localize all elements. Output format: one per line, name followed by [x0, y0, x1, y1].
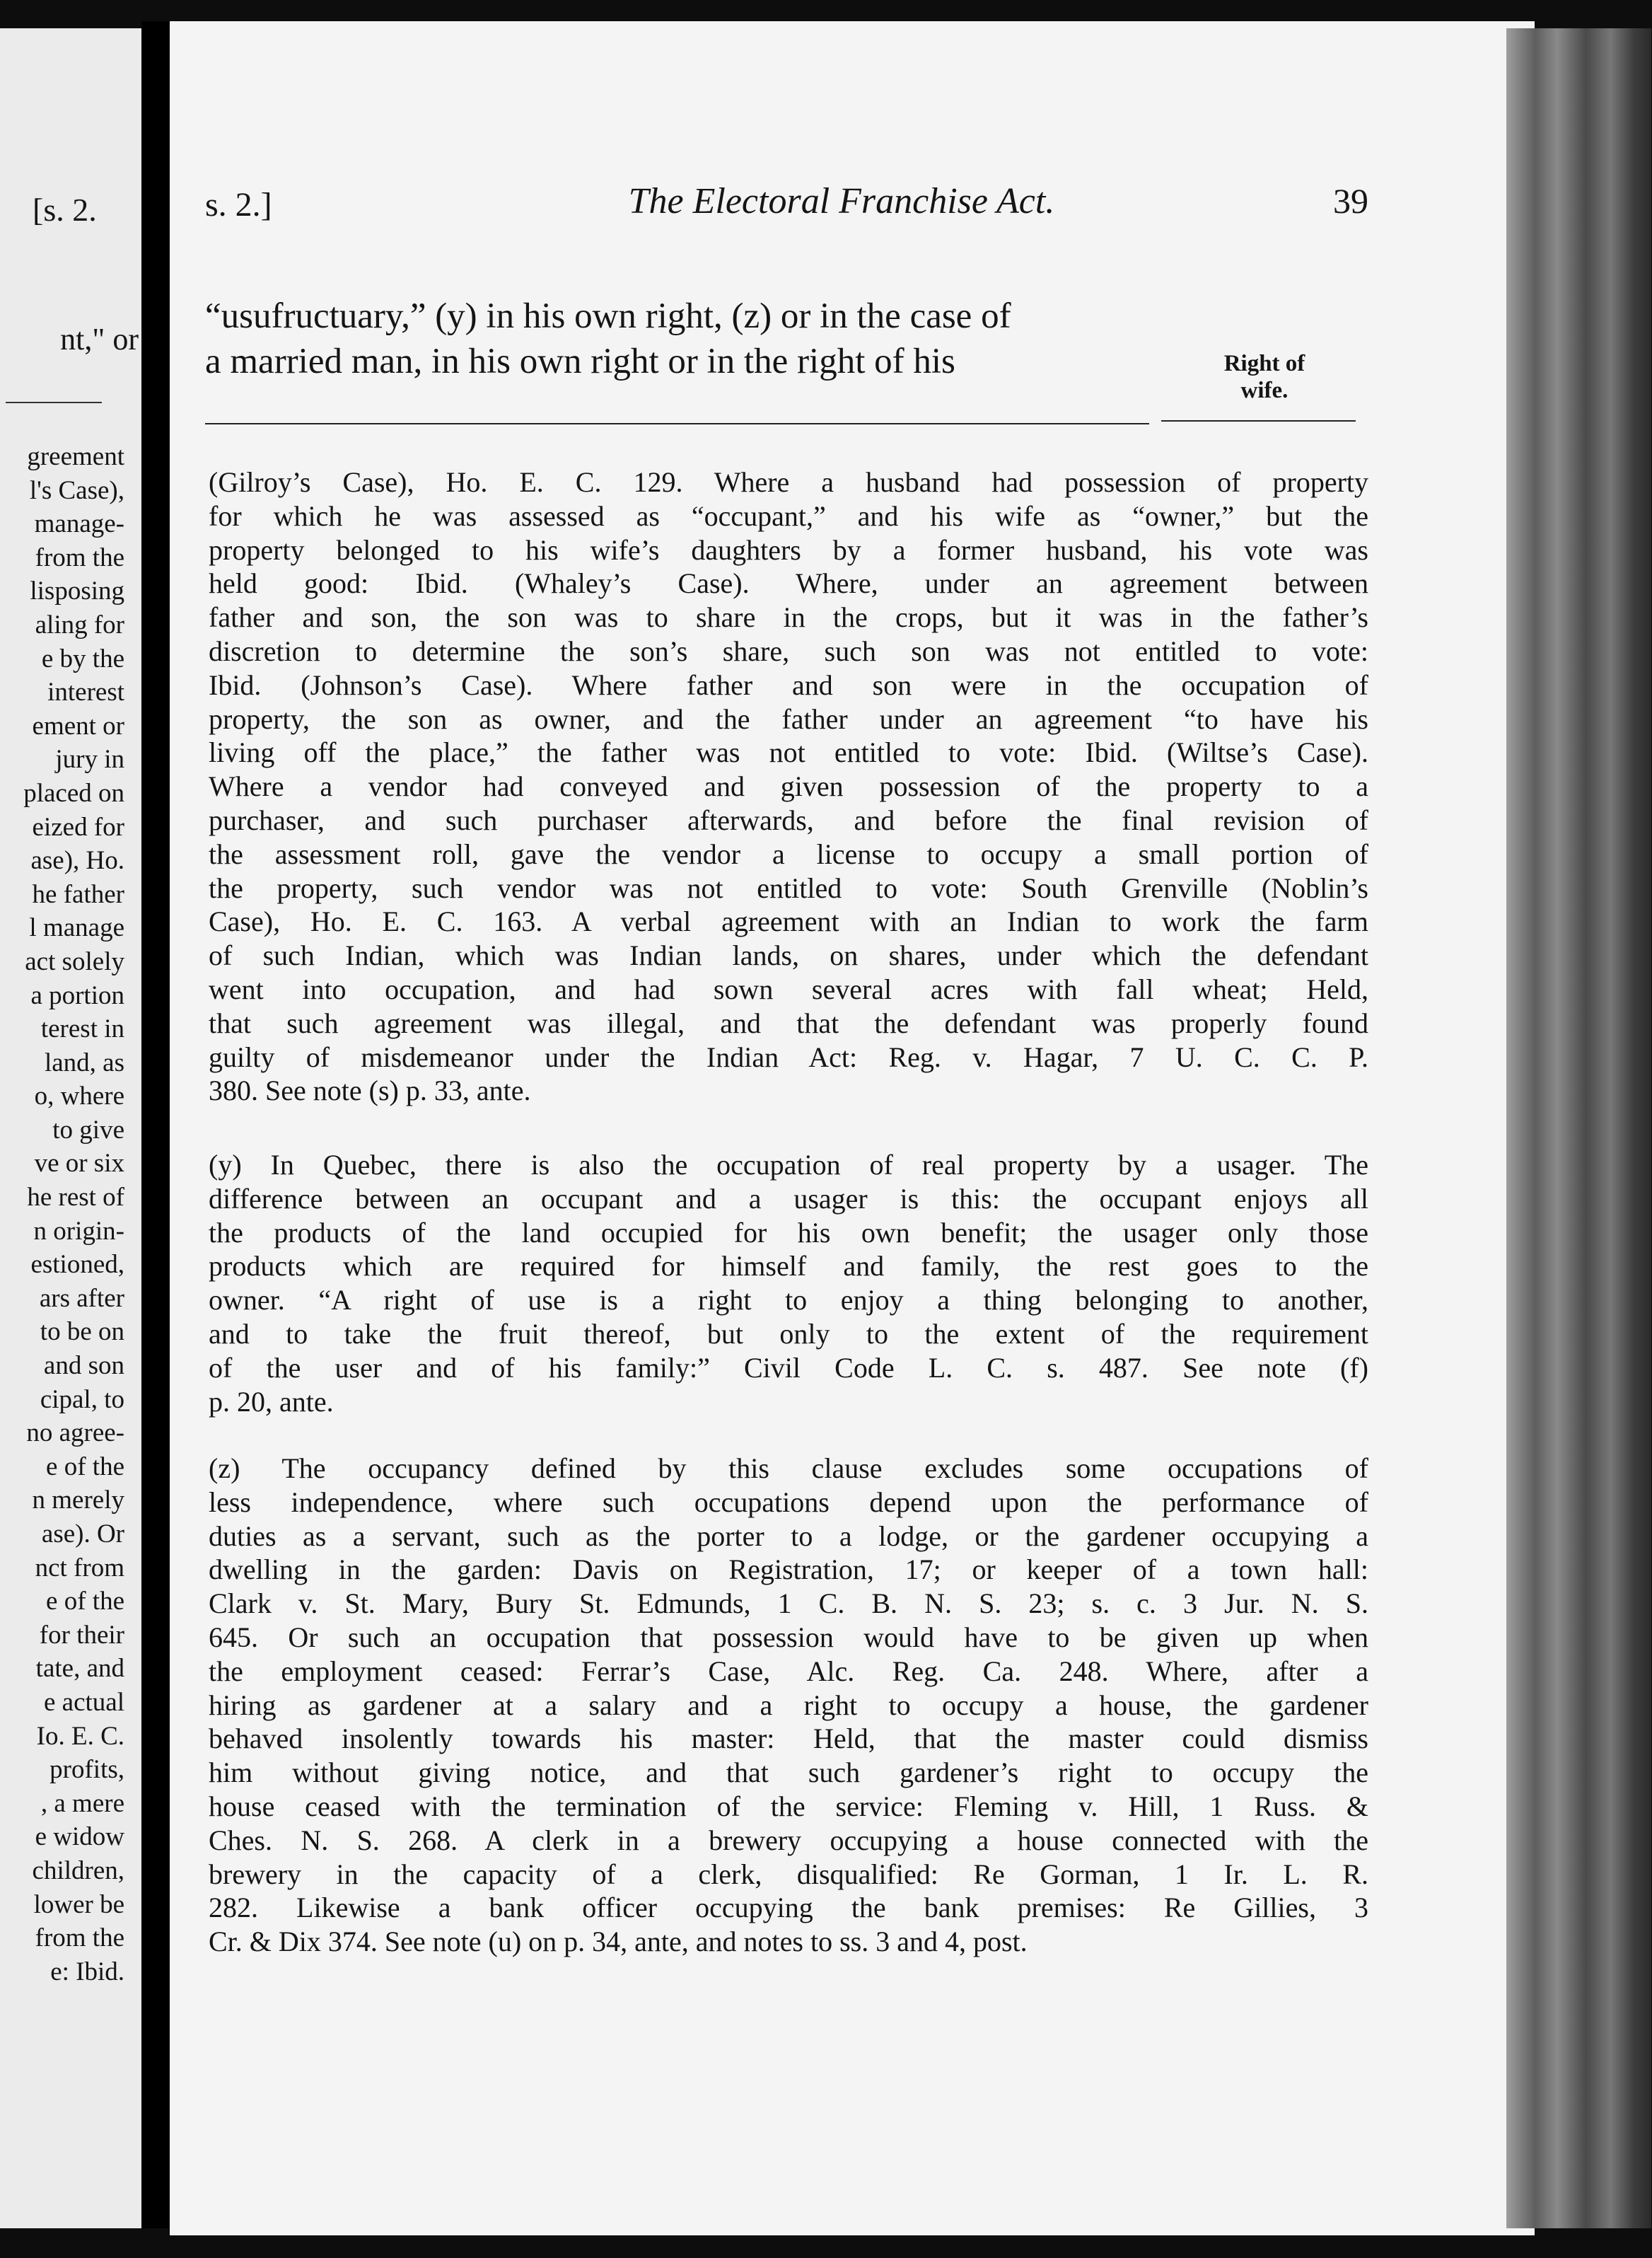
left-page-line: l's Case), [29, 475, 124, 505]
left-page-line: o, where [34, 1082, 124, 1111]
left-page-header: [s. 2. [33, 192, 97, 228]
note-line: Clark v. St. Mary, Bury St. Edmunds, 1 C. B. N. S. 23; s. c. 3 Jur. N. S. [209, 1587, 1368, 1620]
note-line: (z) The occupancy defined by this clause excludes some occupations of [209, 1452, 1368, 1484]
left-page-line: e actual [44, 1687, 124, 1717]
note-line: held good: Ibid. (Whaley’s Case). Where, under an agreement between [209, 567, 1368, 600]
left-page-line: ve or six [34, 1149, 124, 1179]
note-line: discretion to determine the son’s share, such son was not entitled to vote: [209, 635, 1368, 667]
note-y-usager [209, 1148, 1368, 1418]
left-page-line: placed on [23, 778, 124, 808]
left-page-line: manage- [34, 509, 124, 539]
margin-note: Right of wife. [1223, 351, 1305, 403]
note-line: him without giving notice, and that such gardener’s right to occupy the [209, 1756, 1368, 1789]
left-page-rule [6, 402, 102, 403]
note-line: the products of the land occupied for his own benefit; the usager only those [209, 1216, 1368, 1249]
left-page-line: act solely [25, 946, 124, 976]
note-line: the employment ceased: Ferrar’s Case, Alc. Reg. Ca. 248. Where, after a [209, 1655, 1368, 1687]
note-line: difference between an occupant and a usager is this: the occupant enjoys all [209, 1182, 1368, 1215]
left-page-line: e: Ibid. [50, 1957, 124, 1986]
note-line: for which he was assessed as “occupant,” and his wife as “owner,” but the [209, 499, 1368, 532]
note-line: of such Indian, which was Indian lands, on shares, under which the defendant [209, 939, 1368, 972]
note-line: products which are required for himself and family, the rest goes to the [209, 1250, 1368, 1283]
left-page-line: , a mere [40, 1788, 124, 1818]
left-page-line: e of the [46, 1587, 124, 1616]
note-line: purchaser, and such purchaser afterwards, and before the final revision of [209, 804, 1368, 836]
left-page-line: land, as [44, 1048, 124, 1077]
left-page-line: greement [27, 442, 124, 471]
note-line: (y) In Quebec, there is also the occupation of real property by a usager. The [209, 1149, 1368, 1181]
left-page-line: ase). Or [41, 1519, 124, 1548]
text-rule [205, 423, 1149, 424]
left-page-line: n merely [32, 1486, 124, 1515]
left-page-line: lower be [33, 1889, 124, 1919]
left-page-line: e by the [41, 644, 124, 673]
main-page [170, 21, 1535, 2235]
statute-line: “usufructuary,” (y) in his own right, (z) or in the case of [205, 296, 1011, 336]
note-line: less independence, where such occupations depend upon the performance of [209, 1486, 1368, 1518]
note-gilroy-case [209, 465, 1368, 1108]
section-reference: s. 2.] [205, 186, 272, 224]
left-page-line: to be on [40, 1317, 124, 1347]
note-line: hiring as gardener at a salary and a right to occupy a house, the gardener [209, 1689, 1368, 1721]
left-page-line: ement or [32, 711, 124, 741]
note-line: Ibid. (Johnson’s Case). Where father and son were in the occupation of [209, 668, 1368, 701]
left-page-line: e widow [35, 1822, 124, 1852]
note-line: 645. Or such an occupation that possession would have to be given up when [209, 1621, 1368, 1653]
left-page-top-line: nt," or [60, 322, 139, 357]
left-page-line: a portion [30, 980, 124, 1010]
note-line: 282. Likewise a bank officer occupying the bank premises: Re Gillies, 3 [209, 1892, 1368, 1924]
note-line: Ches. N. S. 268. A clerk in a brewery occupying a house connected with the [209, 1824, 1368, 1856]
note-line: 380. See note (s) p. 33, ante. [209, 1075, 531, 1107]
left-page-line: he father [32, 879, 124, 909]
left-page-line: e of the [46, 1452, 124, 1481]
note-line: brewery in the capacity of a clerk, disqualified: Re Gorman, 1 Ir. L. R. [209, 1858, 1368, 1890]
left-page-line: he rest of [27, 1183, 124, 1212]
left-page-line: aling for [35, 610, 124, 639]
left-page-line: l manage [29, 913, 124, 943]
note-line: Cr. & Dix 374. See note (u) on p. 34, ante, and notes to ss. 3 and 4, post. [209, 1926, 1028, 1958]
left-facing-page [0, 28, 141, 2228]
left-page-line: and son [43, 1351, 124, 1381]
left-page-line: for their [39, 1620, 124, 1650]
note-line: that such agreement was illegal, and that the defendant was properly found [209, 1007, 1368, 1039]
note-line: owner. “A right of use is a right to enjoy a thing belonging to another, [209, 1284, 1368, 1316]
page-number: 39 [1333, 181, 1368, 221]
left-page-text [0, 440, 124, 1988]
book-gutter [141, 21, 170, 2228]
left-page-line: cipal, to [40, 1384, 124, 1414]
left-page-line: from the [35, 543, 124, 572]
note-line: guilty of misdemeanor under the Indian Act: Reg. v. Hagar, 7 U. C. C. P. [209, 1041, 1368, 1073]
note-line: the assessment roll, gave the vendor a license to occupy a small portion of [209, 838, 1368, 870]
note-line: (Gilroy’s Case), Ho. E. C. 129. Where a husband had possession of property [209, 466, 1368, 498]
left-page-line: terest in [40, 1014, 124, 1044]
note-line: property belonged to his wife’s daughters by a former husband, his vote was [209, 533, 1368, 566]
note-line: dwelling in the garden: Davis on Registration, 17; or keeper of a town hall: [209, 1553, 1368, 1586]
note-line: went into occupation, and had sown several acres with fall wheat; Held, [209, 973, 1368, 1005]
left-page-line: n origin- [33, 1216, 124, 1246]
left-page-line: to give [52, 1115, 124, 1145]
left-page-line: tate, and [35, 1654, 124, 1684]
left-page-line: lisposing [30, 577, 124, 606]
left-page-line: children, [32, 1855, 124, 1885]
margin-rule [1161, 420, 1356, 422]
note-line: p. 20, ante. [209, 1385, 334, 1418]
note-line: of the user and of his family:” Civil Code L. C. s. 487. See note (f) [209, 1351, 1368, 1384]
note-line: duties as a servant, such as the porter to a lodge, or the gardener occupying a [209, 1519, 1368, 1552]
note-line: the property, such vendor was not entitled to vote: South Grenville (Noblin’s [209, 872, 1368, 904]
note-line: and to take the fruit thereof, but only to the extent of the requirement [209, 1317, 1368, 1350]
left-page-line: Io. E. C. [36, 1721, 124, 1751]
note-line: living off the place,” the father was not entitled to vote: Ibid. (Wiltse’s Case). [209, 736, 1368, 769]
left-page-line: estioned, [30, 1250, 124, 1280]
left-page-line: ase), Ho. [30, 846, 124, 876]
running-title: The Electoral Franchise Act. [628, 181, 1055, 221]
left-page-line: ars after [39, 1283, 124, 1313]
note-z-occupancy [209, 1452, 1368, 1959]
note-line: behaved insolently towards his master: Held, that the master could dismiss [209, 1723, 1368, 1755]
note-line: house ceased with the termination of the service: Fleming v. Hill, 1 Russ. & [209, 1790, 1368, 1822]
left-page-line: from the [35, 1923, 124, 1953]
left-page-line: no agree- [26, 1418, 124, 1448]
left-page-line: nct from [35, 1553, 124, 1582]
left-page-line: interest [47, 678, 124, 707]
page-edges [1506, 28, 1651, 2228]
note-line: property, the son as owner, and the father under an agreement “to have his [209, 702, 1368, 735]
note-line: Case), Ho. E. C. 163. A verbal agreement with an Indian to work the farm [209, 905, 1368, 938]
left-page-line: jury in [55, 745, 124, 775]
statute-line: a married man, in his own right or in the right of his [205, 342, 955, 381]
statute-text [205, 294, 1227, 384]
left-page-line: eized for [32, 812, 124, 842]
left-page-line: profits, [50, 1755, 124, 1785]
note-line: Where a vendor had conveyed and given possession of the property to a [209, 770, 1368, 803]
note-line: father and son, the son was to share in the crops, but it was in the father’s [209, 601, 1368, 634]
